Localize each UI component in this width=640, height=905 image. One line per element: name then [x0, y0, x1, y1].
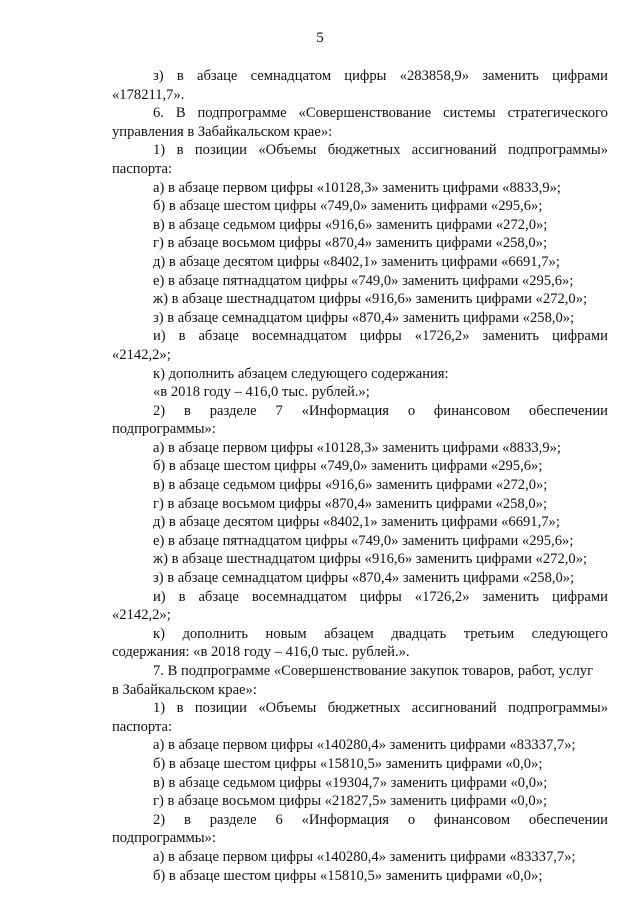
- text-line: е) в абзаце пятнадцатом цифры «749,0» заменить цифрами «295,6»;: [153, 532, 574, 549]
- text-line: в) в абзаце седьмом цифры «19304,7» заменить цифрами «0,0»;: [153, 774, 548, 791]
- text-line: з) в абзаце семнадцатом цифры «870,4» заменить цифрами «258,0»;: [153, 570, 575, 587]
- line-word: обеспечении: [528, 811, 608, 828]
- line-word: В: [175, 105, 186, 122]
- line-word: «Объемы: [258, 700, 317, 717]
- text-line: паспорта:: [112, 718, 173, 735]
- line-word: позиции: [194, 700, 247, 717]
- text-line: г) в абзаце восьмом цифры «870,4» заменить цифрами «258,0»;: [153, 235, 548, 252]
- line-word: семнадцатом: [250, 68, 332, 84]
- line-word: новым: [265, 625, 307, 642]
- text-line: е) в абзаце пятнадцатом цифры «749,0» заменить цифрами «295,6»;: [153, 272, 574, 289]
- line-word: з): [153, 68, 164, 84]
- line-word: заменить: [482, 588, 540, 605]
- line-word: абзаце: [198, 328, 239, 345]
- text-line: [112, 104, 608, 123]
- text-line: в Забайкальском крае»:: [112, 681, 257, 698]
- line-word: цифрами: [552, 68, 608, 84]
- line-word: «283858,9»: [399, 68, 470, 84]
- line-word: позиции: [194, 142, 247, 159]
- line-word: о: [407, 402, 416, 419]
- text-line: «в 2018 году – 416,0 тыс. рублей.»;: [153, 384, 370, 401]
- line-word: 1): [153, 700, 166, 717]
- line-word: «Информация: [301, 811, 389, 828]
- text-line: «2142,2»;: [112, 607, 171, 624]
- line-word: ассигнований: [411, 142, 497, 159]
- line-word: в: [176, 142, 184, 159]
- text-line: в) в абзаце седьмом цифры «916,6» заменить цифрами «272,0»;: [153, 216, 548, 233]
- line-word: дополнить: [182, 625, 249, 642]
- line-word: цифрами: [552, 588, 608, 605]
- text-line: б) в абзаце шестом цифры «15810,5» заменить цифрами «0,0»;: [153, 867, 543, 884]
- line-word: и): [153, 588, 166, 605]
- line-word: цифры: [359, 588, 402, 605]
- line-word: абзацем: [324, 625, 374, 642]
- text-line: в) в абзаце седьмом цифры «916,6» заменить цифрами «272,0»;: [153, 477, 548, 494]
- line-word: в: [183, 402, 191, 419]
- line-word: ассигнований: [411, 700, 497, 717]
- text-line: 7. В подпрограмме «Совершенствование закупок товаров, работ, услуг: [153, 663, 594, 679]
- text-line: а) в абзаце первом цифры «10128,3» заменить цифрами «8833,9»;: [153, 439, 561, 456]
- text-line: подпрограммы»:: [112, 830, 216, 847]
- text-line: «2142,2»;: [112, 346, 171, 363]
- line-word: системы: [443, 105, 496, 122]
- text-line: ж) в абзаце шестнадцатом цифры «916,6» заменить цифрами «272,0»;: [153, 291, 588, 308]
- text-line: б) в абзаце шестом цифры «749,0» заменить цифрами «295,6»;: [153, 458, 543, 475]
- line-word: восемнадцатом: [251, 328, 347, 345]
- line-word: цифры: [344, 68, 387, 84]
- line-word: «1726,2»: [414, 328, 470, 345]
- line-word: и): [153, 328, 166, 345]
- text-line: подпрограммы»:: [112, 421, 216, 438]
- text-line: б) в абзаце шестом цифры «749,0» заменить цифрами «295,6»;: [153, 198, 543, 215]
- line-word: «Объемы: [258, 142, 317, 159]
- line-word: разделе: [209, 402, 257, 419]
- line-word: стратегического: [507, 105, 608, 122]
- line-word: о: [407, 811, 416, 828]
- line-word: абзаце: [196, 68, 238, 84]
- line-word: в: [176, 68, 184, 84]
- text-line: а) в абзаце первом цифры «140280,4» заменить цифрами «83337,7»;: [153, 737, 576, 754]
- line-word: бюджетных: [327, 142, 401, 159]
- text-line: [112, 402, 608, 421]
- text-line: [112, 625, 608, 644]
- line-word: бюджетных: [327, 700, 401, 717]
- line-word: обеспечении: [528, 402, 608, 419]
- text-line: [112, 141, 608, 160]
- line-word: 2): [153, 811, 166, 828]
- line-word: заменить: [482, 328, 540, 345]
- text-line: [112, 327, 608, 346]
- text-line: содержания: «в 2018 году – 416,0 тыс. рублей.».: [112, 644, 410, 661]
- text-line: а) в абзаце первом цифры «10128,3» заменить цифрами «8833,9»;: [153, 179, 561, 196]
- text-line: управления в Забайкальском крае»:: [112, 123, 333, 140]
- text-line: г) в абзаце восьмом цифры «870,4» заменить цифрами «258,0»;: [153, 495, 548, 512]
- text-line: а) в абзаце первом цифры «140280,4» заменить цифрами «83337,7»;: [153, 848, 576, 865]
- line-word: третьим: [463, 625, 515, 642]
- line-word: 6: [275, 811, 283, 828]
- line-word: подпрограммы»: [508, 700, 608, 717]
- line-word: заменить: [482, 68, 539, 84]
- line-word: восемнадцатом: [251, 588, 347, 605]
- text-line: г) в абзаце восьмом цифры «21827,5» заменить цифрами «0,0»;: [153, 793, 548, 810]
- line-word: «Информация: [301, 402, 389, 419]
- text-line: д) в абзаце десятом цифры «8402,1» заменить цифрами «6691,7»;: [153, 253, 560, 270]
- text-line: «178211,7».: [112, 86, 185, 103]
- line-word: в: [178, 588, 186, 605]
- line-word: 1): [153, 142, 166, 159]
- text-line: [112, 811, 608, 830]
- line-word: в: [178, 328, 186, 345]
- line-word: цифры: [359, 328, 402, 345]
- page-number: 5: [316, 30, 324, 46]
- line-word: цифрами: [552, 328, 608, 345]
- line-word: в: [183, 811, 191, 828]
- text-line: ж) в абзаце шестнадцатом цифры «916,6» заменить цифрами «272,0»;: [153, 551, 588, 568]
- document-body: [112, 67, 608, 885]
- text-line: з) в абзаце семнадцатом цифры «870,4» заменить цифрами «258,0»;: [153, 309, 575, 326]
- line-word: «Совершенствование: [298, 105, 432, 122]
- line-word: подпрограмме: [197, 105, 287, 122]
- line-word: двадцать: [391, 625, 447, 642]
- line-word: подпрограммы»: [508, 142, 608, 159]
- line-word: 6.: [153, 105, 164, 122]
- text-line: [112, 67, 608, 86]
- line-word: абзаце: [198, 588, 239, 605]
- text-line: [112, 588, 608, 607]
- line-word: «1726,2»: [414, 588, 470, 605]
- line-word: 7: [275, 402, 283, 419]
- line-word: финансовом: [433, 811, 511, 828]
- text-line: [112, 699, 608, 718]
- line-word: в: [176, 700, 184, 717]
- line-word: 2): [153, 402, 166, 419]
- line-word: финансовом: [433, 402, 511, 419]
- line-word: следующего: [531, 625, 608, 642]
- text-line: паспорта:: [112, 160, 173, 177]
- line-word: к): [153, 625, 165, 642]
- text-line: к) дополнить абзацем следующего содержания:: [153, 365, 449, 382]
- line-word: разделе: [209, 811, 257, 828]
- text-line: д) в абзаце десятом цифры «8402,1» заменить цифрами «6691,7»;: [153, 514, 560, 531]
- text-line: б) в абзаце шестом цифры «15810,5» заменить цифрами «0,0»;: [153, 755, 543, 772]
